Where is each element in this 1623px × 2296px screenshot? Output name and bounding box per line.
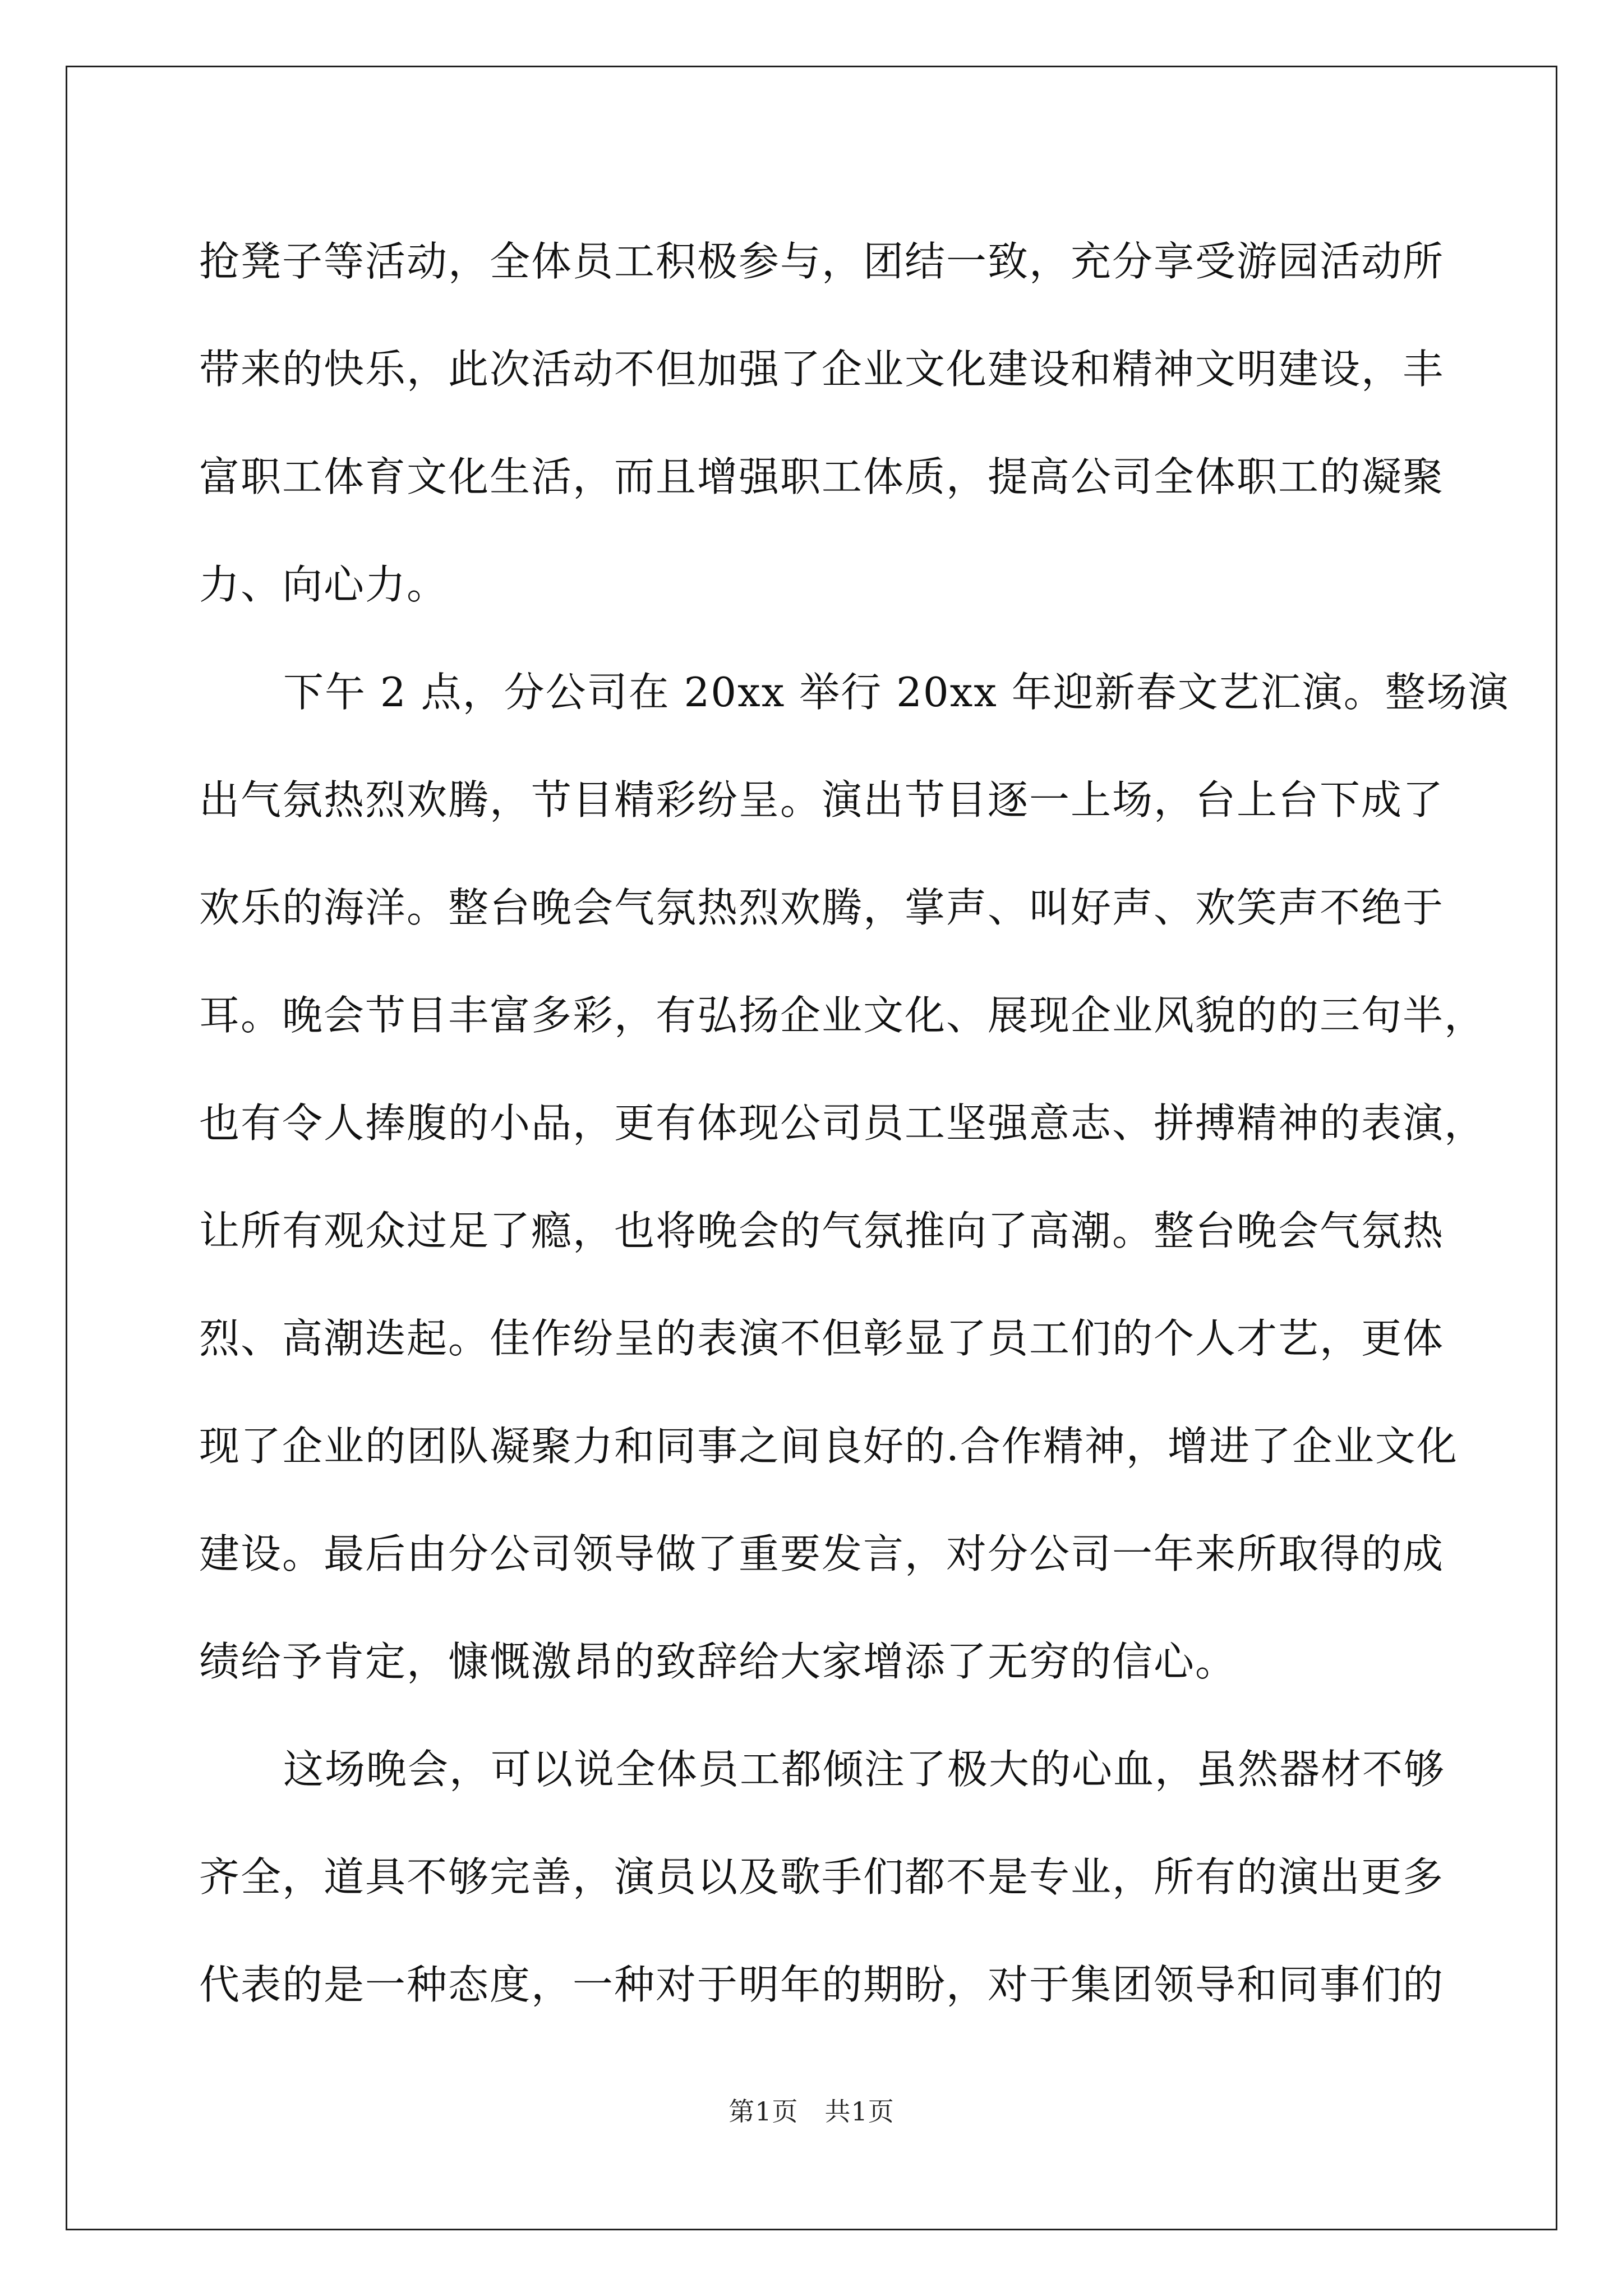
page-footer: 第1页 共1页 bbox=[728, 2096, 895, 2127]
text-line: 耳。晚会节目丰富多彩，有弘扬企业文化、展现企业风貌的的三句半， bbox=[199, 992, 1486, 1039]
text-line: 现了企业的团队凝聚力和同事之间良好的.合作精神，增进了企业文化 bbox=[199, 1423, 1458, 1470]
text-line: 下午 2 点，分公司在 20xx 举行 20xx 年迎新春文艺汇演。整场演 bbox=[283, 669, 1510, 716]
paragraph-3 bbox=[199, 1715, 1446, 2039]
text-line: 抢凳子等活动，全体员工积极参与，团结一致，充分享受游园活动所 bbox=[199, 238, 1445, 285]
text-line: 欢乐的海洋。整台晚会气氛热烈欢腾，掌声、叫好声、欢笑声不绝于 bbox=[199, 884, 1445, 931]
text-line: 带来的快乐，此次活动不但加强了企业文化建设和精神文明建设，丰 bbox=[199, 346, 1445, 393]
text-line: 让所有观众过足了瘾，也将晚会的气氛推向了高潮。整台晚会气氛热 bbox=[199, 1207, 1445, 1254]
text-line: 出气氛热烈欢腾，节目精彩纷呈。演出节目逐一上场，台上台下成了 bbox=[199, 776, 1445, 823]
paragraph-1 bbox=[199, 208, 1445, 638]
text-line: 力、向心力。 bbox=[199, 561, 449, 608]
text-line: 代表的是一种态度，一种对于明年的期盼，对于集团领导和同事们的 bbox=[199, 1961, 1445, 2008]
text-line: 齐全，道具不够完善，演员以及歌手们都不是专业，所有的演出更多 bbox=[199, 1853, 1445, 1901]
text-line: 烈、高潮迭起。佳作纷呈的表演不但彰显了员工们的个人才艺，更体 bbox=[199, 1315, 1445, 1362]
text-line: 也有令人捧腹的小品，更有体现公司员工坚强意志、拼搏精神的表演， bbox=[199, 1099, 1486, 1147]
paragraph-2 bbox=[199, 638, 1510, 1715]
document-body bbox=[199, 208, 1510, 2039]
text-line: 这场晚会，可以说全体员工都倾注了极大的心血，虽然器材不够 bbox=[283, 1746, 1446, 1793]
text-line: 绩给予肯定，慷慨激昂的致辞给大家增添了无穷的信心。 bbox=[199, 1638, 1237, 1685]
text-line: 富职工体育文化生活，而且增强职工体质，提高公司全体职工的凝聚 bbox=[199, 453, 1445, 500]
text-line: 建设。最后由分公司领导做了重要发言，对分公司一年来所取得的成 bbox=[199, 1530, 1445, 1577]
